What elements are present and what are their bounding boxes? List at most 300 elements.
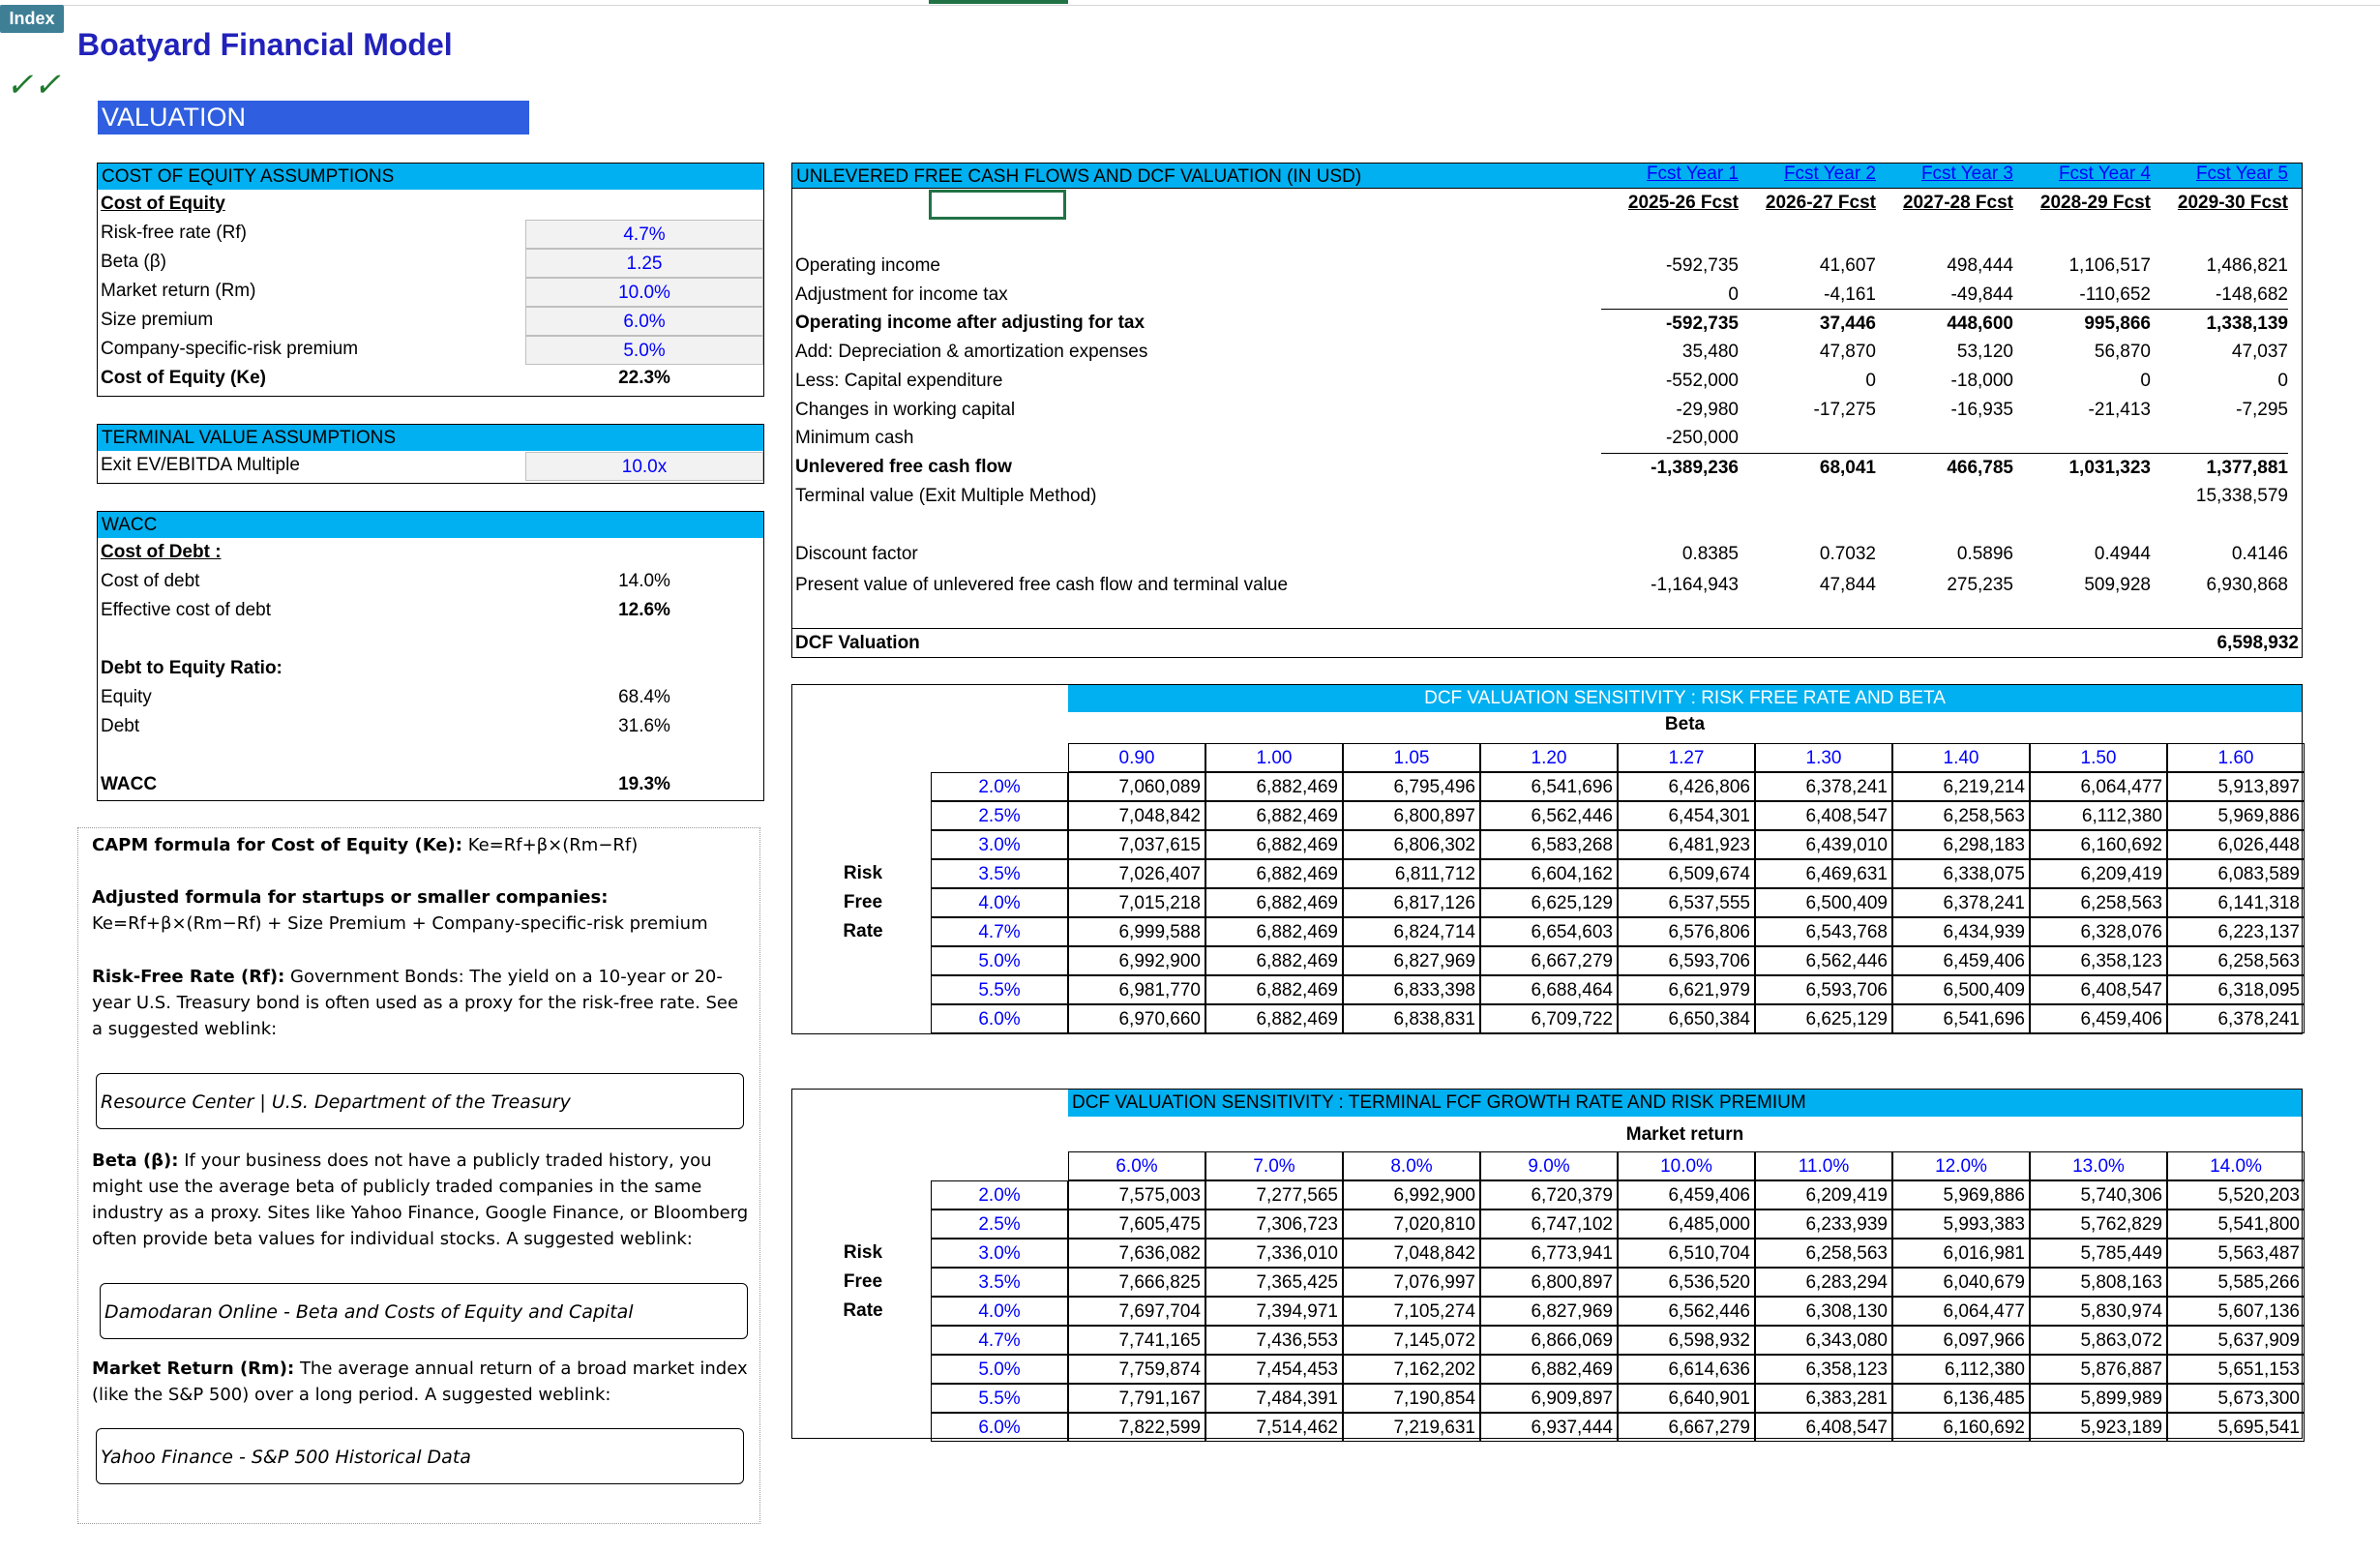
sens2-value-cell[interactable]: 7,190,854 bbox=[1343, 1384, 1480, 1413]
sens1-value-cell[interactable]: 6,882,469 bbox=[1205, 888, 1343, 917]
dcf-value-cell[interactable]: 41,607 bbox=[1819, 255, 1876, 276]
sens1-col-header: 0.90 bbox=[1068, 743, 1205, 772]
sens2-value-cell[interactable]: 6,800,897 bbox=[1480, 1268, 1618, 1297]
sens1-value-cell[interactable]: 6,621,979 bbox=[1618, 975, 1755, 1004]
sens1-value-cell[interactable]: 6,318,095 bbox=[2167, 975, 2305, 1004]
sens1-value-cell[interactable]: 6,378,241 bbox=[2167, 1004, 2305, 1033]
sens1-value-cell[interactable]: 6,298,183 bbox=[1892, 830, 2030, 859]
sens1-value-cell[interactable]: 6,838,831 bbox=[1343, 1004, 1480, 1033]
sens2-value-cell[interactable]: 6,112,380 bbox=[1892, 1355, 2030, 1384]
dcf-value-cell[interactable]: 275,235 bbox=[1947, 575, 2013, 595]
dcf-value-cell[interactable]: 509,928 bbox=[2084, 575, 2151, 595]
sens1-value-cell[interactable]: 6,328,076 bbox=[2030, 917, 2167, 946]
coe-row-label: Company-specific-risk premium bbox=[101, 339, 359, 359]
fcst-period-header: 2026-27 Fcst bbox=[1765, 193, 1876, 213]
sens2-value-cell[interactable]: 6,992,900 bbox=[1343, 1180, 1480, 1210]
sens2-value-cell[interactable]: 6,667,279 bbox=[1618, 1413, 1755, 1442]
sens2-value-cell[interactable]: 5,637,909 bbox=[2167, 1326, 2305, 1355]
dcf-value-cell[interactable]: -592,735 bbox=[1601, 309, 1739, 338]
dcf-row-label: Add: Depreciation & amortization expenses bbox=[795, 342, 1148, 362]
sens2-value-cell[interactable]: 6,343,080 bbox=[1755, 1326, 1892, 1355]
sens2-value-cell[interactable]: 6,614,636 bbox=[1618, 1355, 1755, 1384]
dcf-value-cell[interactable]: 1,106,517 bbox=[2068, 255, 2151, 276]
sens2-value-cell[interactable]: 7,759,874 bbox=[1068, 1355, 1205, 1384]
sens1-value-cell[interactable]: 6,999,588 bbox=[1068, 917, 1205, 946]
sens2-value-cell[interactable]: 5,520,203 bbox=[2167, 1180, 2305, 1210]
section-banner: VALUATION bbox=[98, 101, 529, 134]
sens1-value-cell[interactable]: 6,509,674 bbox=[1618, 859, 1755, 888]
sens2-value-cell[interactable]: 5,876,887 bbox=[2030, 1355, 2167, 1384]
sens2-value-cell[interactable]: 6,773,941 bbox=[1480, 1239, 1618, 1268]
market-return-note-text: The average annual return of a broad market index (like the S&P 500) over a long period. A suggested weblink: bbox=[92, 1359, 748, 1405]
sens1-value-cell[interactable]: 6,338,075 bbox=[1892, 859, 2030, 888]
adjusted-formula-note bbox=[92, 884, 750, 937]
sens1-value-cell[interactable]: 6,593,706 bbox=[1755, 975, 1892, 1004]
terminal-value-panel bbox=[97, 424, 764, 484]
dcf-value-cell[interactable]: 0 bbox=[1865, 371, 1876, 391]
dcf-row bbox=[795, 540, 2305, 568]
sens1-value-cell[interactable]: 6,992,900 bbox=[1068, 946, 1205, 975]
sens2-col-header: 11.0% bbox=[1755, 1151, 1892, 1180]
sens1-value-cell[interactable]: 6,258,563 bbox=[2167, 946, 2305, 975]
sens1-value-cell[interactable]: 6,583,268 bbox=[1480, 830, 1618, 859]
sens1-row-header: 6.0% bbox=[931, 1004, 1068, 1033]
dcf-value-cell[interactable]: -110,652 bbox=[2079, 284, 2151, 305]
dcf-value-cell[interactable]: 1,486,821 bbox=[2206, 255, 2288, 276]
sens1-row-header: 4.0% bbox=[931, 888, 1068, 917]
cost-of-debt-value: 14.0% bbox=[618, 571, 670, 591]
sens1-value-cell[interactable]: 6,824,714 bbox=[1343, 917, 1480, 946]
sens1-col-header: 1.05 bbox=[1343, 743, 1480, 772]
risk-free-note-title: Risk-Free Rate (Rf): bbox=[92, 967, 285, 987]
sens1-value-cell[interactable]: 6,537,555 bbox=[1618, 888, 1755, 917]
sens2-value-cell[interactable]: 6,283,294 bbox=[1755, 1268, 1892, 1297]
fcst-year-header[interactable]: Fcst Year 3 bbox=[1920, 164, 2013, 184]
dcf-row bbox=[795, 367, 2305, 395]
sens1-value-cell[interactable]: 6,408,547 bbox=[2030, 975, 2167, 1004]
dcf-value-cell[interactable]: 0.7032 bbox=[1819, 544, 1876, 564]
sens1-value-cell[interactable]: 6,209,419 bbox=[2030, 859, 2167, 888]
sens2-value-cell[interactable]: 6,459,406 bbox=[1618, 1180, 1755, 1210]
sens2-value-cell[interactable]: 6,383,281 bbox=[1755, 1384, 1892, 1413]
sens2-value-cell[interactable]: 6,485,000 bbox=[1618, 1210, 1755, 1239]
wacc-value: 19.3% bbox=[618, 774, 670, 794]
sens2-row-header: 5.0% bbox=[931, 1355, 1068, 1384]
dcf-value-cell[interactable]: 0 bbox=[1728, 284, 1739, 305]
ke-value: 22.3% bbox=[618, 368, 670, 388]
index-button[interactable]: Index bbox=[0, 5, 64, 33]
sens2-value-cell[interactable]: 5,585,266 bbox=[2167, 1268, 2305, 1297]
sens2-value-cell[interactable]: 5,969,886 bbox=[1892, 1180, 2030, 1210]
effective-cost-of-debt-label: Effective cost of debt bbox=[101, 600, 272, 620]
sens2-value-cell[interactable]: 7,394,971 bbox=[1205, 1297, 1343, 1326]
sens2-value-cell[interactable]: 7,791,167 bbox=[1068, 1384, 1205, 1413]
row-title-word: Rate bbox=[843, 1300, 883, 1321]
sens2-value-cell[interactable]: 6,598,932 bbox=[1618, 1326, 1755, 1355]
fcst-year-header[interactable]: Fcst Year 2 bbox=[1783, 164, 1876, 184]
dcf-value-cell[interactable]: -552,000 bbox=[1665, 371, 1739, 391]
sens1-header: DCF VALUATION SENSITIVITY : RISK FREE RATE AND BETA bbox=[1068, 685, 2302, 712]
sens1-row-header: 3.5% bbox=[931, 859, 1068, 888]
coe-row-label: Size premium bbox=[101, 310, 214, 330]
sens2-col-header: 10.0% bbox=[1618, 1151, 1755, 1180]
dcf-value-cell[interactable]: 53,120 bbox=[1956, 342, 2013, 362]
sens1-value-cell[interactable]: 6,882,469 bbox=[1205, 1004, 1343, 1033]
dcf-row bbox=[795, 338, 2305, 366]
fcst-period-header: 2029-30 Fcst bbox=[2177, 193, 2288, 213]
dcf-value-cell[interactable]: 995,866 bbox=[2013, 309, 2151, 338]
sens1-value-cell[interactable]: 6,223,137 bbox=[2167, 917, 2305, 946]
dcf-value-cell[interactable]: 47,870 bbox=[1819, 342, 1876, 362]
sens1-value-cell[interactable]: 6,882,469 bbox=[1205, 946, 1343, 975]
sens2-value-cell[interactable]: 6,016,981 bbox=[1892, 1239, 2030, 1268]
sens1-value-cell[interactable]: 6,543,768 bbox=[1755, 917, 1892, 946]
sens2-value-cell[interactable]: 6,136,485 bbox=[1892, 1384, 2030, 1413]
dcf-value-cell[interactable]: 15,338,579 bbox=[2195, 486, 2288, 506]
fcst-period-header: 2025-26 Fcst bbox=[1627, 193, 1739, 213]
dcf-value-cell[interactable]: 35,480 bbox=[1681, 342, 1739, 362]
sens1-value-cell[interactable]: 6,454,301 bbox=[1618, 801, 1755, 830]
dcf-row-label: Minimum cash bbox=[795, 428, 914, 448]
sens1-value-cell[interactable]: 6,827,969 bbox=[1343, 946, 1480, 975]
dcf-value-cell[interactable]: 47,037 bbox=[2231, 342, 2288, 362]
sens2-value-cell[interactable]: 7,076,997 bbox=[1343, 1268, 1480, 1297]
dcf-value-cell[interactable]: 1,031,323 bbox=[2013, 453, 2151, 482]
sens2-value-cell[interactable]: 5,863,072 bbox=[2030, 1326, 2167, 1355]
tv-header: TERMINAL VALUE ASSUMPTIONS bbox=[98, 425, 763, 451]
sens1-value-cell[interactable]: 6,408,547 bbox=[1755, 801, 1892, 830]
beta-note-text: If your business does not have a publicly traded history, you might use the average beta of publicly traded companies in the same industry as a proxy. Sites like Yahoo Finance, Google Finance, or Bloomberg often provide beta values for individual stocks. A suggested weblink: bbox=[92, 1150, 749, 1249]
sens2-value-cell[interactable]: 7,666,825 bbox=[1068, 1268, 1205, 1297]
sens2-value-cell[interactable]: 7,145,072 bbox=[1343, 1326, 1480, 1355]
dcf-row bbox=[795, 571, 2305, 599]
sens2-value-cell[interactable]: 7,741,165 bbox=[1068, 1326, 1205, 1355]
sens1-value-cell[interactable]: 6,141,318 bbox=[2167, 888, 2305, 917]
sens1-value-cell[interactable]: 6,650,384 bbox=[1618, 1004, 1755, 1033]
dcf-value-cell[interactable]: 0.8385 bbox=[1681, 544, 1739, 564]
sens2-value-cell[interactable]: 6,747,102 bbox=[1480, 1210, 1618, 1239]
sens2-col-header: 8.0% bbox=[1343, 1151, 1480, 1180]
sens1-value-cell[interactable]: 6,625,129 bbox=[1755, 1004, 1892, 1033]
sens1-value-cell[interactable]: 6,795,496 bbox=[1343, 772, 1480, 801]
dcf-value-cell[interactable]: -49,844 bbox=[1950, 284, 2013, 305]
dcf-value-cell[interactable]: 0 bbox=[2140, 371, 2151, 391]
sens2-row-header: 4.0% bbox=[931, 1297, 1068, 1326]
sens1-value-cell[interactable]: 6,882,469 bbox=[1205, 801, 1343, 830]
sens2-value-cell[interactable]: 6,160,692 bbox=[1892, 1413, 2030, 1442]
coe-header: COST OF EQUITY ASSUMPTIONS bbox=[98, 164, 763, 190]
sens1-row-header: 2.5% bbox=[931, 801, 1068, 830]
selected-cell[interactable] bbox=[929, 190, 1066, 220]
sens2-value-cell[interactable]: 6,536,520 bbox=[1618, 1268, 1755, 1297]
dcf-value-cell[interactable]: -1,164,943 bbox=[1651, 575, 1739, 595]
sens1-value-cell[interactable]: 6,667,279 bbox=[1480, 946, 1618, 975]
sens1-value-cell[interactable]: 6,562,446 bbox=[1755, 946, 1892, 975]
sens1-value-cell[interactable]: 6,970,660 bbox=[1068, 1004, 1205, 1033]
sens1-value-cell[interactable]: 6,709,722 bbox=[1480, 1004, 1618, 1033]
dcf-value-cell[interactable]: 37,446 bbox=[1739, 309, 1876, 338]
dcf-value-cell[interactable]: 0.4944 bbox=[2094, 544, 2151, 564]
sens2-value-cell[interactable]: 6,233,939 bbox=[1755, 1210, 1892, 1239]
dcf-value-cell[interactable]: -1,389,236 bbox=[1601, 453, 1739, 482]
sens1-value-cell[interactable]: 6,882,469 bbox=[1205, 859, 1343, 888]
beta-input[interactable]: 1.25 bbox=[525, 249, 763, 278]
dcf-value-cell[interactable]: -16,935 bbox=[1950, 400, 2013, 420]
dcf-value-cell[interactable]: 0 bbox=[2277, 371, 2288, 391]
market-return-note bbox=[92, 1356, 750, 1408]
dcf-value-cell[interactable]: 47,844 bbox=[1819, 575, 1876, 595]
sens2-value-cell[interactable]: 6,040,679 bbox=[1892, 1268, 2030, 1297]
fcst-year-header[interactable]: Fcst Year 1 bbox=[1646, 164, 1739, 184]
sens2-value-cell[interactable]: 5,541,800 bbox=[2167, 1210, 2305, 1239]
debt-label: Debt bbox=[101, 716, 140, 736]
sens2-row-title bbox=[834, 1239, 892, 1326]
dcf-value-cell[interactable]: -250,000 bbox=[1665, 428, 1739, 448]
sens1-value-cell[interactable]: 6,654,603 bbox=[1480, 917, 1618, 946]
wacc-panel bbox=[97, 511, 764, 801]
sens1-value-cell[interactable]: 6,469,631 bbox=[1755, 859, 1892, 888]
sens1-value-cell[interactable]: 6,688,464 bbox=[1480, 975, 1618, 1004]
sens1-value-cell[interactable]: 6,358,123 bbox=[2030, 946, 2167, 975]
sens1-value-cell[interactable]: 6,882,469 bbox=[1205, 917, 1343, 946]
sens1-value-cell[interactable]: 6,541,696 bbox=[1480, 772, 1618, 801]
sens1-value-cell[interactable]: 6,817,126 bbox=[1343, 888, 1480, 917]
sens2-value-cell[interactable]: 6,640,901 bbox=[1618, 1384, 1755, 1413]
sens1-value-cell[interactable]: 6,604,162 bbox=[1480, 859, 1618, 888]
sens1-value-cell[interactable]: 6,882,469 bbox=[1205, 975, 1343, 1004]
sens2-value-cell[interactable]: 5,785,449 bbox=[2030, 1239, 2167, 1268]
sens1-value-cell[interactable]: 6,481,923 bbox=[1618, 830, 1755, 859]
sens2-value-cell[interactable]: 5,993,383 bbox=[1892, 1210, 2030, 1239]
sens2-col-header: 14.0% bbox=[2167, 1151, 2305, 1180]
exit-multiple-input[interactable]: 10.0x bbox=[525, 452, 763, 481]
dcf-value-cell[interactable]: 0.4146 bbox=[2231, 544, 2288, 564]
dcf-value-cell[interactable]: 498,444 bbox=[1947, 255, 2013, 276]
sens1-value-cell[interactable]: 6,026,448 bbox=[2167, 830, 2305, 859]
sens2-value-cell[interactable]: 5,740,306 bbox=[2030, 1180, 2167, 1210]
sens2-value-cell[interactable]: 5,899,989 bbox=[2030, 1384, 2167, 1413]
sens2-value-cell[interactable]: 5,651,153 bbox=[2167, 1355, 2305, 1384]
dcf-value-cell[interactable]: -29,980 bbox=[1676, 400, 1739, 420]
sens1-value-cell[interactable]: 6,426,806 bbox=[1618, 772, 1755, 801]
sens2-value-cell[interactable]: 7,697,704 bbox=[1068, 1297, 1205, 1326]
sens2-value-cell[interactable]: 7,365,425 bbox=[1205, 1268, 1343, 1297]
dcf-value-cell[interactable]: 1,338,139 bbox=[2151, 309, 2288, 338]
dcf-value-cell[interactable]: 68,041 bbox=[1739, 453, 1876, 482]
size-premium-input[interactable]: 6.0% bbox=[525, 307, 763, 336]
risk-free-note-text: Government Bonds: The yield on a 10-year or 20-year U.S. Treasury bond is often used as a proxy for the risk-free rate. See a suggested weblink: bbox=[92, 967, 739, 1039]
sens2-value-cell[interactable]: 7,454,453 bbox=[1205, 1355, 1343, 1384]
sens2-value-cell[interactable]: 6,209,419 bbox=[1755, 1180, 1892, 1210]
sens2-value-cell[interactable]: 7,105,274 bbox=[1343, 1297, 1480, 1326]
dcf-value-cell[interactable]: 0.5896 bbox=[1956, 544, 2013, 564]
dcf-value-cell[interactable]: -18,000 bbox=[1950, 371, 2013, 391]
market-return-input[interactable]: 10.0% bbox=[525, 278, 763, 307]
sens2-col-header: 13.0% bbox=[2030, 1151, 2167, 1180]
sens1-row-header: 5.5% bbox=[931, 975, 1068, 1004]
sens1-value-cell[interactable]: 6,459,406 bbox=[1892, 946, 2030, 975]
sens2-value-cell[interactable]: 5,830,974 bbox=[2030, 1297, 2167, 1326]
sens2-value-cell[interactable]: 6,308,130 bbox=[1755, 1297, 1892, 1326]
cost-of-debt-subtitle: Cost of Debt : bbox=[101, 542, 222, 562]
sens1-value-cell[interactable]: 6,112,380 bbox=[2030, 801, 2167, 830]
sens2-value-cell[interactable]: 7,306,723 bbox=[1205, 1210, 1343, 1239]
sens1-value-cell[interactable]: 6,562,446 bbox=[1480, 801, 1618, 830]
sens1-value-cell[interactable]: 6,882,469 bbox=[1205, 830, 1343, 859]
sens1-value-cell[interactable]: 6,459,406 bbox=[2030, 1004, 2167, 1033]
sens1-col-header: 1.60 bbox=[2167, 743, 2305, 772]
sens1-value-cell[interactable]: 6,258,563 bbox=[1892, 801, 2030, 830]
sens1-value-cell[interactable]: 6,083,589 bbox=[2167, 859, 2305, 888]
adjusted-formula-text: Ke=Rf+β×(Rm−Rf) + Size Premium + Company-specific-risk premium bbox=[92, 913, 708, 934]
sens1-value-cell[interactable]: 7,048,842 bbox=[1068, 801, 1205, 830]
sens2-value-cell[interactable]: 6,882,469 bbox=[1480, 1355, 1618, 1384]
row-title-word: Risk bbox=[843, 863, 883, 883]
sens2-value-cell[interactable]: 5,563,487 bbox=[2167, 1239, 2305, 1268]
sens1-value-cell[interactable]: 6,434,939 bbox=[1892, 917, 2030, 946]
treasury-link[interactable]: Resource Center | U.S. Department of the Treasury bbox=[96, 1073, 744, 1129]
sens2-value-cell[interactable]: 7,636,082 bbox=[1068, 1239, 1205, 1268]
sens1-value-cell[interactable]: 6,882,469 bbox=[1205, 772, 1343, 801]
sens2-row-header: 5.5% bbox=[931, 1384, 1068, 1413]
sens2-value-cell[interactable]: 5,762,829 bbox=[2030, 1210, 2167, 1239]
sens2-col-header: 9.0% bbox=[1480, 1151, 1618, 1180]
fcst-period-header: 2027-28 Fcst bbox=[1902, 193, 2013, 213]
sens2-value-cell[interactable]: 7,436,553 bbox=[1205, 1326, 1343, 1355]
exit-multiple-label: Exit EV/EBITDA Multiple bbox=[101, 455, 300, 475]
fcst-year-header[interactable]: Fcst Year 5 bbox=[2195, 164, 2288, 184]
dcf-value-cell[interactable]: 6,930,868 bbox=[2206, 575, 2288, 595]
sens2-col-title: Market return bbox=[1625, 1124, 1744, 1145]
sens2-value-cell[interactable]: 7,336,010 bbox=[1205, 1239, 1343, 1268]
sens2-col-header: 12.0% bbox=[1892, 1151, 2030, 1180]
dcf-row bbox=[795, 396, 2305, 424]
sens2-value-cell[interactable]: 5,607,136 bbox=[2167, 1297, 2305, 1326]
sens2-value-cell[interactable]: 7,575,003 bbox=[1068, 1180, 1205, 1210]
dcf-value-cell[interactable]: -4,161 bbox=[1824, 284, 1876, 305]
sens1-value-cell[interactable]: 6,806,302 bbox=[1343, 830, 1480, 859]
row-title-word: Free bbox=[843, 1271, 883, 1292]
sens2-value-cell[interactable]: 7,020,810 bbox=[1343, 1210, 1480, 1239]
sens1-value-cell[interactable]: 6,439,010 bbox=[1755, 830, 1892, 859]
sens1-value-cell[interactable]: 7,060,089 bbox=[1068, 772, 1205, 801]
dcf-value-cell[interactable]: 448,600 bbox=[1876, 309, 2013, 338]
sens1-value-cell[interactable]: 6,593,706 bbox=[1618, 946, 1755, 975]
company-risk-premium-input[interactable]: 5.0% bbox=[525, 336, 763, 365]
dcf-value-cell[interactable]: -21,413 bbox=[2088, 400, 2151, 420]
coe-row-label: Beta (β) bbox=[101, 252, 166, 272]
sens1-value-cell[interactable]: 6,500,409 bbox=[1892, 975, 2030, 1004]
sens2-value-cell[interactable]: 6,258,563 bbox=[1755, 1239, 1892, 1268]
sens1-value-cell[interactable]: 5,969,886 bbox=[2167, 801, 2305, 830]
sens1-value-cell[interactable]: 6,500,409 bbox=[1755, 888, 1892, 917]
debt-equity-subtitle: Debt to Equity Ratio: bbox=[101, 658, 283, 678]
dcf-value-cell[interactable]: -592,735 bbox=[1665, 255, 1739, 276]
sens1-value-cell[interactable]: 6,378,241 bbox=[1755, 772, 1892, 801]
dcf-value-cell[interactable]: -148,682 bbox=[2215, 284, 2288, 305]
sens2-value-cell[interactable]: 6,909,897 bbox=[1480, 1384, 1618, 1413]
sens1-value-cell[interactable]: 6,219,214 bbox=[1892, 772, 2030, 801]
sens2-value-cell[interactable]: 6,408,547 bbox=[1755, 1413, 1892, 1442]
sens2-value-cell[interactable]: 5,673,300 bbox=[2167, 1384, 2305, 1413]
sens1-value-cell[interactable]: 6,378,241 bbox=[1892, 888, 2030, 917]
sens2-value-cell[interactable]: 7,219,631 bbox=[1343, 1413, 1480, 1442]
sens1-row-header: 2.0% bbox=[931, 772, 1068, 801]
damodaran-link[interactable]: Damodaran Online - Beta and Costs of Equity and Capital bbox=[100, 1283, 748, 1339]
sens1-value-cell[interactable]: 6,811,712 bbox=[1343, 859, 1480, 888]
sens1-value-cell[interactable]: 6,541,696 bbox=[1892, 1004, 2030, 1033]
sens2-value-cell[interactable]: 5,808,163 bbox=[2030, 1268, 2167, 1297]
risk-free-rate-input[interactable]: 4.7% bbox=[525, 220, 763, 249]
dcf-value-cell[interactable]: -17,275 bbox=[1813, 400, 1876, 420]
sens2-value-cell[interactable]: 5,695,541 bbox=[2167, 1413, 2305, 1442]
sens1-value-cell[interactable]: 6,981,770 bbox=[1068, 975, 1205, 1004]
sens2-value-cell[interactable]: 7,162,202 bbox=[1343, 1355, 1480, 1384]
dcf-value-cell[interactable]: 1,377,881 bbox=[2151, 453, 2288, 482]
capm-note bbox=[92, 832, 750, 858]
sens2-value-cell[interactable]: 7,514,462 bbox=[1205, 1413, 1343, 1442]
sens2-row-header: 6.0% bbox=[931, 1413, 1068, 1442]
sens2-value-cell[interactable]: 7,484,391 bbox=[1205, 1384, 1343, 1413]
market-return-note-title: Market Return (Rm): bbox=[92, 1359, 295, 1379]
sens2-value-cell[interactable]: 7,605,475 bbox=[1068, 1210, 1205, 1239]
sens1-value-cell[interactable]: 7,037,615 bbox=[1068, 830, 1205, 859]
sens1-value-cell[interactable]: 5,913,897 bbox=[2167, 772, 2305, 801]
sens1-value-cell[interactable]: 6,800,897 bbox=[1343, 801, 1480, 830]
dcf-header: UNLEVERED FREE CASH FLOWS AND DCF VALUATION (IN USD) bbox=[791, 163, 2303, 189]
sens2-value-cell[interactable]: 6,827,969 bbox=[1480, 1297, 1618, 1326]
sens1-value-cell[interactable]: 6,576,806 bbox=[1618, 917, 1755, 946]
sens2-value-cell[interactable]: 6,064,477 bbox=[1892, 1297, 2030, 1326]
sens2-value-cell[interactable]: 6,937,444 bbox=[1480, 1413, 1618, 1442]
sens2-value-cell[interactable]: 6,562,446 bbox=[1618, 1297, 1755, 1326]
coe-row-label: Risk-free rate (Rf) bbox=[101, 223, 247, 243]
sens1-value-cell[interactable]: 7,015,218 bbox=[1068, 888, 1205, 917]
sens2-value-cell[interactable]: 7,048,842 bbox=[1343, 1239, 1480, 1268]
sens2-row-header: 3.0% bbox=[931, 1239, 1068, 1268]
sens2-value-cell[interactable]: 6,866,069 bbox=[1480, 1326, 1618, 1355]
yahoo-finance-link[interactable]: Yahoo Finance - S&P 500 Historical Data bbox=[96, 1428, 744, 1484]
dcf-row bbox=[795, 424, 2305, 452]
dcf-row bbox=[795, 482, 2305, 510]
dcf-value-cell[interactable]: 56,870 bbox=[2094, 342, 2151, 362]
dcf-row-label: Terminal value (Exit Multiple Method) bbox=[795, 486, 1097, 506]
sens1-value-cell[interactable]: 6,833,398 bbox=[1343, 975, 1480, 1004]
equity-label: Equity bbox=[101, 687, 152, 707]
sens1-value-cell[interactable]: 6,160,692 bbox=[2030, 830, 2167, 859]
sens1-col-header: 1.00 bbox=[1205, 743, 1343, 772]
dcf-row-label: Present value of unlevered free cash flow and terminal value bbox=[795, 575, 1289, 595]
fcst-year-header[interactable]: Fcst Year 4 bbox=[2058, 164, 2151, 184]
coe-row-label: Market return (Rm) bbox=[101, 281, 256, 301]
sens2-value-cell[interactable]: 7,277,565 bbox=[1205, 1180, 1343, 1210]
sens2-value-cell[interactable]: 6,720,379 bbox=[1480, 1180, 1618, 1210]
sens2-value-cell[interactable]: 7,822,599 bbox=[1068, 1413, 1205, 1442]
dcf-value-cell[interactable]: 466,785 bbox=[1876, 453, 2013, 482]
sens2-value-cell[interactable]: 5,923,189 bbox=[2030, 1413, 2167, 1442]
sens1-value-cell[interactable]: 6,064,477 bbox=[2030, 772, 2167, 801]
sens2-value-cell[interactable]: 6,510,704 bbox=[1618, 1239, 1755, 1268]
sens1-value-cell[interactable]: 7,026,407 bbox=[1068, 859, 1205, 888]
sens2-value-cell[interactable]: 6,097,966 bbox=[1892, 1326, 2030, 1355]
dcf-row bbox=[795, 252, 2305, 280]
sens2-value-cell[interactable]: 6,358,123 bbox=[1755, 1355, 1892, 1384]
sens1-value-cell[interactable]: 6,258,563 bbox=[2030, 888, 2167, 917]
dcf-value-cell[interactable]: -7,295 bbox=[2236, 400, 2288, 420]
notes-panel bbox=[77, 827, 760, 1524]
cost-of-equity-panel bbox=[97, 163, 764, 397]
sens1-value-cell[interactable]: 6,625,129 bbox=[1480, 888, 1618, 917]
